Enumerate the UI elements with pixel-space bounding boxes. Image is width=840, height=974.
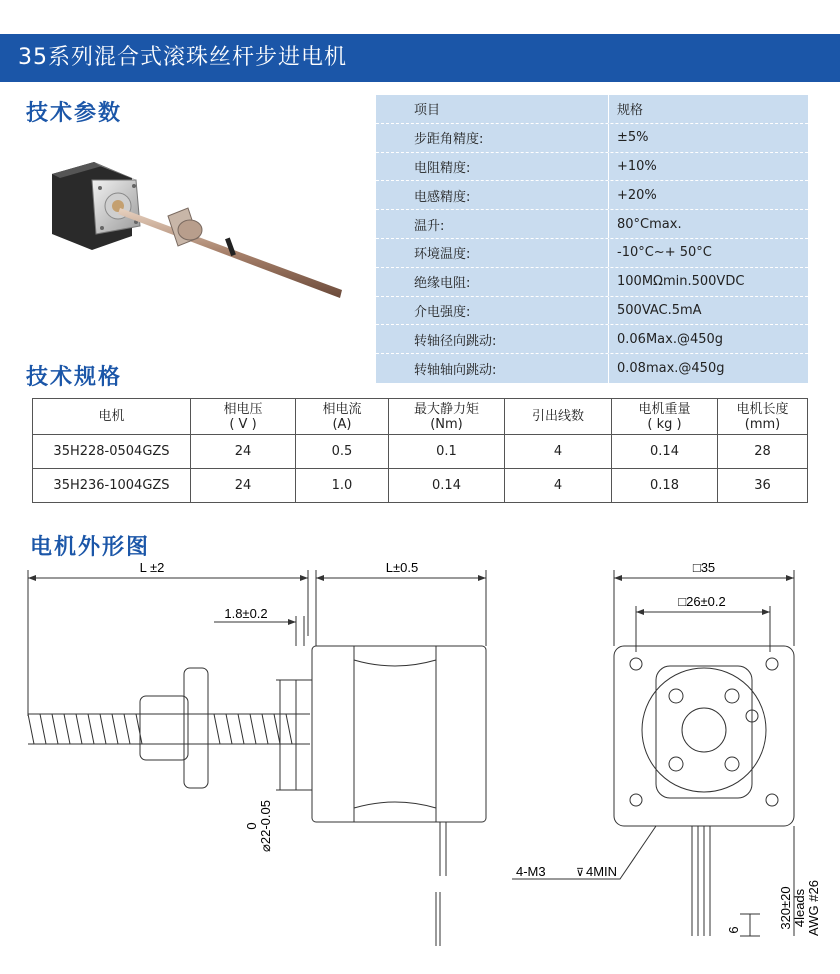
parameter-name: 绝缘电阻: xyxy=(414,276,471,292)
specs-cell: 0.14 xyxy=(389,469,505,503)
specs-cell: 35H228-0504GZS xyxy=(33,435,191,469)
dim-hole-spacing: □26±0.2 xyxy=(678,594,726,609)
parameter-value: 100MΩmin.500VDC xyxy=(608,268,808,296)
lead-count: 4leads xyxy=(792,888,807,928)
specs-header-row xyxy=(33,399,808,435)
specs-cell: 4 xyxy=(505,469,612,503)
parameter-name: 转轴轴向跳动: xyxy=(414,363,497,379)
parameter-value: 0.08max.@450g xyxy=(608,354,808,383)
specs-header-cell: 电机长度 (mm) xyxy=(718,399,808,435)
parameter-row xyxy=(376,325,808,354)
parameter-name: 电感精度: xyxy=(414,189,471,205)
dim-flange-thickness: 1.8±0.2 xyxy=(224,606,268,621)
parameter-row xyxy=(376,153,808,182)
specs-header-cell: 引出线数 xyxy=(505,399,612,435)
parameter-name: 介电强度: xyxy=(414,304,471,320)
dim-boss-diameter: ⌀22-0.05 xyxy=(258,800,273,852)
specs-cell: 0.1 xyxy=(389,435,505,469)
specs-header-cell: 电机 xyxy=(33,399,191,435)
specs-cell: 1.0 xyxy=(296,469,389,503)
parameter-value: -10°C~+ 50°C xyxy=(608,239,808,267)
parameter-row xyxy=(376,354,808,383)
dim-square-size: □35 xyxy=(692,560,716,575)
specs-header-cell: 相电压 ( V ) xyxy=(191,399,296,435)
specs-header-cell: 电机重量 ( kg ) xyxy=(612,399,718,435)
parameter-name: 环境温度: xyxy=(414,247,471,263)
specs-cell: 36 xyxy=(718,469,808,503)
parameter-row xyxy=(376,181,808,210)
parameter-name: 电阻精度: xyxy=(414,160,471,176)
parameter-row xyxy=(376,239,808,268)
parameter-row xyxy=(376,124,808,153)
parameters-header-value: 规格 xyxy=(608,95,808,123)
specs-header-cell: 最大静力矩 (Nm) xyxy=(389,399,505,435)
parameter-value: 80°Cmax. xyxy=(608,210,808,238)
specs-cell: 24 xyxy=(191,435,296,469)
lead-strip-length: 6 xyxy=(726,926,741,934)
parameter-row xyxy=(376,210,808,239)
parameter-value: 500VAC.5mA xyxy=(608,297,808,325)
lead-awg: AWG #26 xyxy=(806,880,821,936)
parameter-name: 转轴径向跳动: xyxy=(414,333,497,349)
parameter-value: +10% xyxy=(608,153,808,181)
parameter-name: 温升: xyxy=(414,218,445,234)
specs-cell: 0.14 xyxy=(612,435,718,469)
specs-cell: 24 xyxy=(191,469,296,503)
parameter-name: 步距角精度: xyxy=(414,132,484,148)
specs-header-cell: 相电流 (A) xyxy=(296,399,389,435)
motor-photo xyxy=(40,150,350,310)
dim-total-length: L ±2 xyxy=(139,560,165,575)
parameters-header-name: 项目 xyxy=(414,103,441,119)
params-heading: 技术参数 xyxy=(26,101,123,126)
dim-boss-tolerance-zero: 0 xyxy=(244,822,259,830)
thread-note: 4-M3 xyxy=(516,864,546,879)
parameters-header-row xyxy=(376,95,808,124)
outline-drawing xyxy=(0,556,840,974)
page-title: 35系列混合式滚珠丝杆步进电机 xyxy=(0,34,840,82)
lead-length: 320±20 xyxy=(778,886,793,930)
table-row xyxy=(33,469,808,503)
parameter-row xyxy=(376,268,808,297)
thread-depth: 4MIN xyxy=(586,864,618,879)
drawing-heading: 电机外形图 xyxy=(30,535,151,560)
thread-depth-symbol: ⊽ xyxy=(576,867,585,879)
parameter-row xyxy=(376,297,808,326)
specifications-table xyxy=(32,398,808,503)
parameters-table xyxy=(376,95,808,383)
parameter-value: +20% xyxy=(608,181,808,209)
specs-cell: 0.5 xyxy=(296,435,389,469)
dim-body-length: L±0.5 xyxy=(385,560,419,575)
specs-cell: 28 xyxy=(718,435,808,469)
specs-cell: 35H236-1004GZS xyxy=(33,469,191,503)
specs-cell: 0.18 xyxy=(612,469,718,503)
parameter-value: ±5% xyxy=(608,124,808,152)
table-row xyxy=(33,435,808,469)
parameter-value: 0.06Max.@450g xyxy=(608,325,808,353)
specs-cell: 4 xyxy=(505,435,612,469)
specs-heading: 技术规格 xyxy=(26,365,123,390)
